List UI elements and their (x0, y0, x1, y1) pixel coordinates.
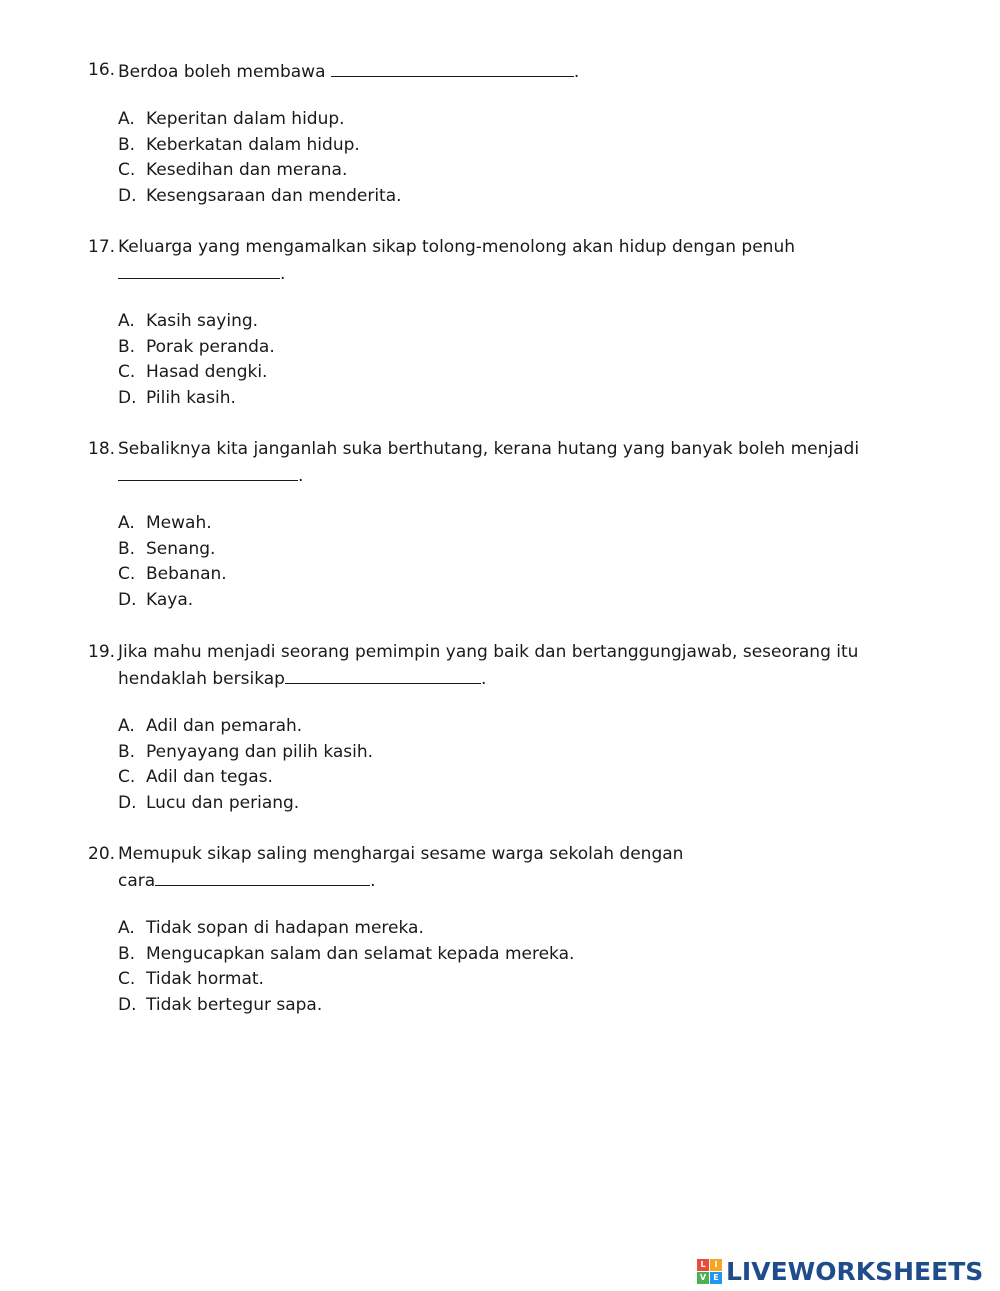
question-20-line-1 (88, 842, 908, 867)
logo-letter-i: I (710, 1259, 722, 1271)
option-a[interactable] (118, 916, 908, 942)
option-letter: D. (118, 387, 137, 408)
question-18-line-1 (88, 437, 908, 462)
option-c[interactable] (118, 967, 908, 993)
option-text: Kasih saying. (146, 311, 259, 331)
option-letter: B. (118, 943, 136, 964)
question-18-line-2: . (88, 462, 908, 487)
question-text: Keluarga yang mengamalkan sikap tolong-menolong akan hidup dengan penuh (118, 237, 795, 257)
question-16 (88, 58, 908, 209)
question-18 (88, 437, 908, 613)
question-number: 16. (88, 60, 116, 80)
answer-blank[interactable] (118, 462, 298, 481)
option-letter: A. (118, 716, 135, 736)
option-d[interactable] (118, 588, 908, 614)
question-17-line-1 (88, 235, 908, 260)
option-letter: D. (118, 792, 137, 813)
option-d[interactable] (118, 791, 908, 817)
answer-blank[interactable] (285, 665, 481, 684)
option-letter: D. (118, 589, 137, 610)
question-text: Memupuk sikap saling menghargai sesame warga sekolah dengan (118, 844, 684, 864)
logo-letter-l: L (697, 1259, 709, 1271)
option-letter: A. (118, 918, 135, 938)
question-16-line-1 (88, 58, 908, 83)
option-letter: C. (118, 160, 136, 180)
option-b[interactable] (118, 740, 908, 766)
answer-blank[interactable] (331, 58, 574, 77)
option-letter: A. (118, 109, 135, 129)
options-list (118, 511, 908, 613)
option-letter: B. (118, 134, 136, 155)
option-text: Lucu dan periang. (146, 792, 300, 813)
option-letter: A. (118, 513, 135, 533)
option-text: Kesengsaraan dan menderita. (146, 185, 402, 206)
answer-blank[interactable] (155, 867, 370, 886)
answer-blank[interactable] (118, 260, 280, 279)
option-text: Senang. (146, 538, 216, 559)
question-text: Jika mahu menjadi seorang pemimpin yang baik dan bertanggungjawab, seseorang itu (118, 642, 859, 662)
option-d[interactable] (118, 386, 908, 412)
option-text: Tidak bertegur sapa. (146, 994, 323, 1015)
option-d[interactable] (118, 993, 908, 1019)
option-b[interactable] (118, 335, 908, 361)
option-text: Mewah. (146, 513, 212, 533)
option-a[interactable] (118, 107, 908, 133)
option-letter: B. (118, 741, 136, 762)
option-text: Mengucapkan salam dan selamat kepada mereka. (146, 943, 575, 964)
options-list (118, 714, 908, 816)
liveworksheets-logo (697, 1255, 983, 1287)
option-text: Keberkatan dalam hidup. (146, 134, 360, 155)
question-17-line-2: . (88, 260, 908, 285)
options-list (118, 107, 908, 209)
question-number: 19. (88, 642, 116, 662)
option-c[interactable] (118, 158, 908, 184)
option-a[interactable] (118, 714, 908, 740)
option-text: Tidak sopan di hadapan mereka. (146, 918, 424, 938)
option-text: Adil dan pemarah. (146, 716, 303, 736)
option-a[interactable] (118, 309, 908, 335)
question-19-line-2: hendaklah bersikap . (88, 665, 908, 690)
option-text: Kesedihan dan merana. (146, 160, 348, 180)
option-letter: C. (118, 767, 136, 787)
options-list (118, 309, 908, 411)
option-c[interactable] (118, 765, 908, 791)
options-list (118, 916, 908, 1018)
question-number: 17. (88, 237, 116, 257)
option-letter: D. (118, 185, 137, 206)
option-letter: D. (118, 994, 137, 1015)
option-text: Tidak hormat. (146, 969, 264, 989)
option-text: Keperitan dalam hidup. (146, 109, 345, 129)
logo-mark-icon (697, 1259, 722, 1284)
option-letter: B. (118, 538, 136, 559)
option-text: Kaya. (146, 589, 194, 610)
question-20 (88, 842, 908, 1018)
option-text: Adil dan tegas. (146, 767, 273, 787)
option-d[interactable] (118, 184, 908, 210)
question-17 (88, 235, 908, 411)
question-20-line-2: cara . (88, 867, 908, 892)
question-text: Sebaliknya kita janganlah suka berthutang, kerana hutang yang banyak boleh menjadi (118, 439, 860, 459)
question-text: Berdoa boleh membawa . (118, 58, 579, 85)
option-letter: C. (118, 969, 136, 989)
option-b[interactable] (118, 942, 908, 968)
question-number: 20. (88, 844, 116, 864)
option-letter: A. (118, 311, 135, 331)
option-letter: C. (118, 564, 136, 584)
option-letter: B. (118, 336, 136, 357)
logo-letter-v: V (697, 1272, 709, 1284)
option-text: Hasad dengki. (146, 362, 268, 382)
option-a[interactable] (118, 511, 908, 537)
option-c[interactable] (118, 360, 908, 386)
option-text: Pilih kasih. (146, 387, 236, 408)
logo-text: LIVEWORKSHEETS (726, 1256, 984, 1286)
option-text: Penyayang dan pilih kasih. (146, 741, 374, 762)
option-c[interactable] (118, 562, 908, 588)
option-b[interactable] (118, 537, 908, 563)
question-number: 18. (88, 439, 116, 459)
question-19 (88, 640, 908, 816)
option-text: Bebanan. (146, 564, 227, 584)
option-text: Porak peranda. (146, 336, 275, 357)
question-19-line-1 (88, 640, 908, 665)
option-letter: C. (118, 362, 136, 382)
logo-letter-e: E (710, 1272, 722, 1284)
option-b[interactable] (118, 133, 908, 159)
